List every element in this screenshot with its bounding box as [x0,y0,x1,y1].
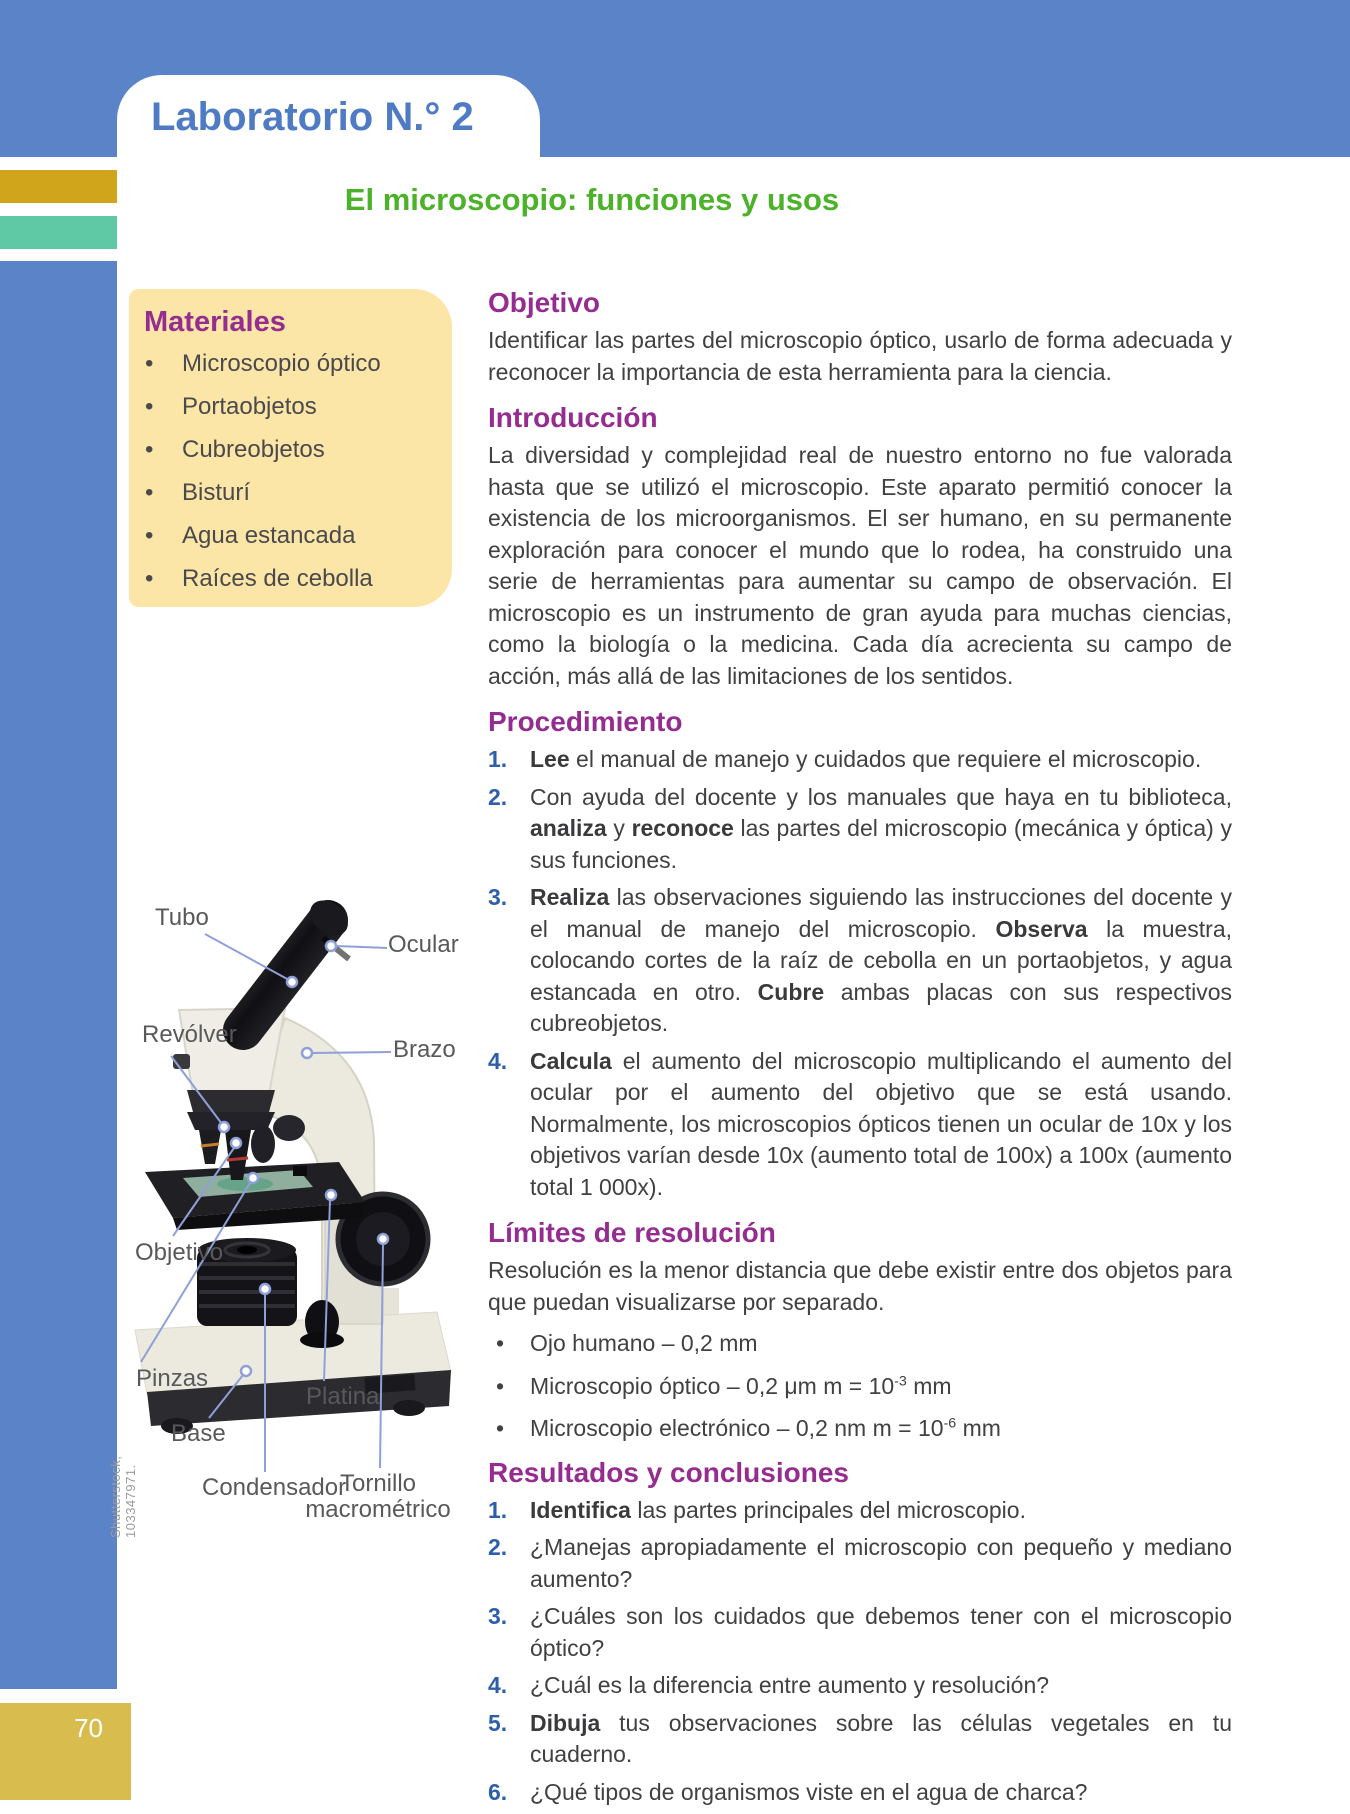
materials-title: Materiales [144,306,286,338]
list-item: Con ayuda del docente y los manuales que haya en tu biblioteca, analiza y reconoce las partes del microscopio (mecánica y óptica) y sus funciones. [530,783,1232,873]
materials-box [129,289,452,607]
list-item: ¿Manejas apropiadamente el microscopio con pequeño y mediano aumento? [530,1534,1232,1592]
list-item: • Ojo humano – 0,2 mm [488,1328,1232,1360]
list-item: • Agua estancada [129,521,452,550]
diagram-label-objetivo: Objetivo [135,1239,224,1266]
list-item: • Raíces de cebolla [129,564,452,593]
list-item: • Microscopio electrónico – 0,2 nm $m = 10^{-6}$ mm [488,1413,1232,1445]
limites-list [488,1328,1232,1445]
list-item: • Microscopio óptico [129,349,452,378]
list-item: • Portaobjetos [129,392,452,421]
diagram-label-pinzas: Pinzas [136,1365,209,1392]
lab-title-box [117,75,540,175]
list-item: Identifica las partes principales del microscopio. [530,1496,1026,1523]
procedimiento-list [488,744,1232,1203]
rail-bar-gold [0,170,117,203]
section-heading-introduccion: Introducción [488,402,658,433]
diagram-label-condensador: Condensador [202,1474,347,1501]
section-heading-resultados: Resultados y conclusiones [488,1456,849,1488]
main-content [488,289,1232,1814]
diagram-label-base: Base [171,1420,226,1447]
diagram-label-tornillo-macrometrico: Tornillo macrométrico [305,1470,451,1523]
introduccion-paragraph: La diversidad y complejidad real de nuestro entorno no fue valorada hasta que se utilizó el microscopio. Este aparato permitió conocer la existencia de los microorganismos. El ser humano, en su permanente exploración para conocer el mundo que lo rodea, ha construido una serie de herramientas para aumentar su campo de observación. El microscopio es un instrumento de gran ayuda para muchas ciencias, como la biología o la medicina. Cada día acrecienta su campo de acción, más allá de las limitaciones de los sentidos. [488,442,1232,689]
page-number-tab [0,1703,131,1800]
diagram-label-brazo: Brazo [393,1036,456,1063]
list-item: ¿Cuál es la diferencia entre aumento y resolución? [530,1672,1050,1698]
list-item: Lee el manual de manejo y cuidados que requiere el microscopio. [530,746,1202,772]
list-item: Dibuja tus observaciones sobre las células vegetales en tu cuaderno. [530,1709,1232,1767]
list-item: • Microscopio óptico – 0,2 μm $m = 10^{-3}$ mm [488,1371,1232,1403]
section-heading-limites: Límites de resolución [488,1217,776,1248]
page-title: El microscopio: funciones y usos [344,182,840,217]
list-item: Realiza las observaciones siguiendo las instrucciones del docente y el manual de manejo del microscopio. Observa la muestra, colocando cortes de la raíz de cebolla en un portaobjetos, y agua estancada en otro. Cubre ambas placas con sus respectivos cubreobjetos. [530,884,1233,1036]
objetivo-paragraph: Identificar las partes del microscopio óptico, usarlo de forma adecuada y reconocer la importancia de esta herramienta para la ciencia. [488,327,1232,385]
list-item: • Bisturí [129,478,452,507]
lab-title: Laboratorio N.° 2 [151,95,474,139]
list-item: ¿Cuáles son los cuidados que debemos tener con el microscopio óptico? [530,1603,1232,1661]
page-number: 70 [74,1713,103,1743]
resultados-list [488,1495,1232,1809]
microscope-diagram [117,860,462,1540]
section-heading-procedimiento: Procedimiento [488,706,683,737]
list-item: • Cubreobjetos [129,435,452,464]
limites-paragraph: Resolución es la menor distancia que debe existir entre dos objetos para que puedan visualizarse por separado. [488,1257,1232,1315]
photo-credit: Shutterstock, 103347971. [108,1455,138,1538]
list-item: Calcula el aumento del microscopio multiplicando el aumento del ocular por el aumento del objetivo que se está usando. Normalmente, los microscopios ópticos tienen un ocular de 10x y los objetivos varían desde 10x (aumento total de 100x) a 100x (aumento total 1 000x). [530,1047,1232,1200]
diagram-label-tubo: Tubo [155,904,209,931]
section-heading-objetivo: Objetivo [488,287,601,318]
materials-list [129,349,452,593]
list-item: ¿Qué tipos de organismos viste en el agua de charca? [530,1778,1088,1805]
diagram-label-ocular: Ocular [388,931,459,958]
diagram-label-revolver: Revólver [142,1021,237,1048]
rail-bar-teal [0,216,117,249]
diagram-label-platina: Platina [306,1383,380,1410]
rail-bar-blue [0,261,117,1689]
microscope-illustration [117,860,462,1540]
